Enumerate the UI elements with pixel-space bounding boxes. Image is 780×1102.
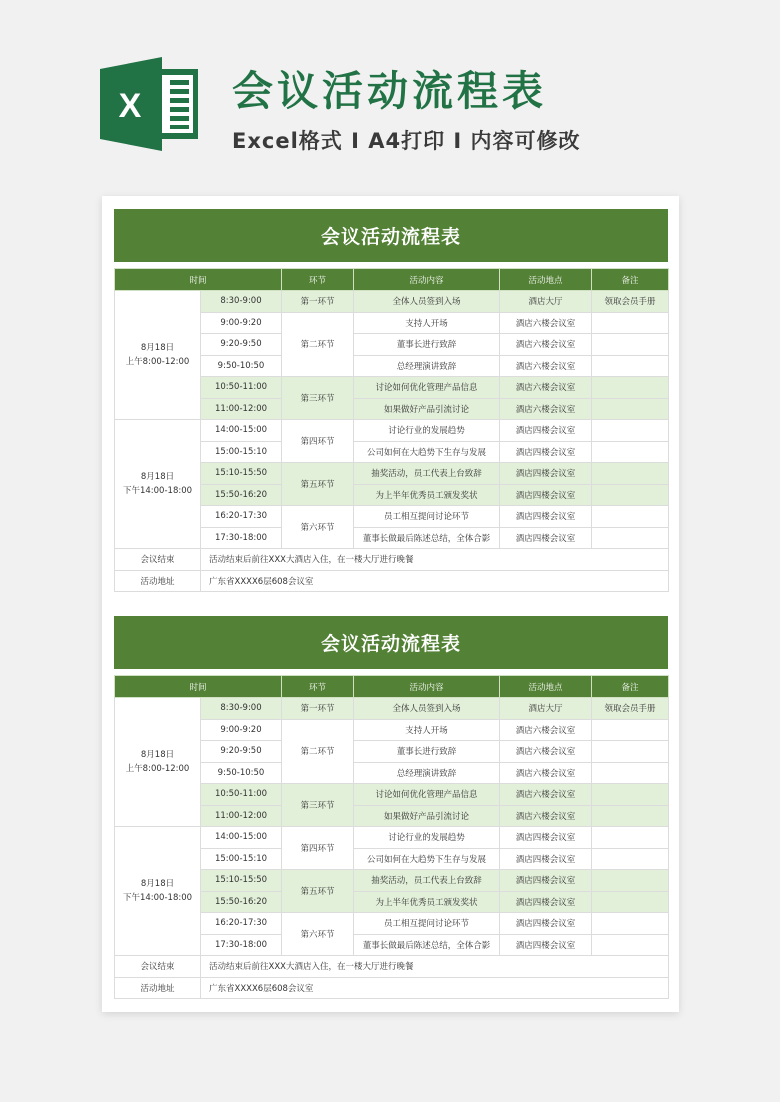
location-cell: 酒店四楼会议室 — [500, 870, 592, 892]
content-cell: 如果做好产品引流讨论 — [354, 398, 500, 420]
content-cell: 抽奖活动，员工代表上台致辞 — [354, 463, 500, 485]
location-cell: 酒店六楼会议室 — [500, 762, 592, 784]
time-cell: 16:20-17:30 — [201, 913, 282, 935]
time-cell: 15:10-15:50 — [201, 463, 282, 485]
content-cell: 董事长进行致辞 — [354, 334, 500, 356]
location-cell: 酒店四楼会议室 — [500, 463, 592, 485]
header-location: 活动地点 — [500, 269, 592, 291]
stage-cell: 第六环节 — [282, 913, 354, 956]
location-cell: 酒店大厅 — [500, 698, 592, 720]
location-cell: 酒店六楼会议室 — [500, 312, 592, 334]
location-cell: 酒店四楼会议室 — [500, 527, 592, 549]
schedule-table — [114, 675, 669, 999]
location-cell: 酒店四楼会议室 — [500, 506, 592, 528]
content-cell: 抽奖活动，员工代表上台致辞 — [354, 870, 500, 892]
header-time: 时间 — [115, 676, 282, 698]
location-cell: 酒店四楼会议室 — [500, 848, 592, 870]
time-cell: 15:00-15:10 — [201, 441, 282, 463]
location-cell: 酒店四楼会议室 — [500, 484, 592, 506]
header-content: 活动内容 — [354, 676, 500, 698]
location-cell: 酒店四楼会议室 — [500, 420, 592, 442]
note-cell — [592, 934, 669, 956]
content-cell: 支持人开场 — [354, 312, 500, 334]
stage-cell: 第三环节 — [282, 377, 354, 420]
location-cell: 酒店四楼会议室 — [500, 441, 592, 463]
content-cell: 为上半年优秀员工颁发奖状 — [354, 891, 500, 913]
footer-value: 活动结束后前往XXX大酒店入住，在一楼大厅进行晚餐 — [201, 549, 669, 571]
afternoon-session-cell: 8月18日 下午14:00-18:00 — [115, 827, 201, 956]
stage-cell: 第二环节 — [282, 719, 354, 784]
time-cell: 16:20-17:30 — [201, 506, 282, 528]
note-cell — [592, 762, 669, 784]
stage-cell: 第二环节 — [282, 312, 354, 377]
location-cell: 酒店六楼会议室 — [500, 377, 592, 399]
stage-cell: 第一环节 — [282, 698, 354, 720]
note-cell — [592, 870, 669, 892]
stage-cell: 第五环节 — [282, 463, 354, 506]
time-cell: 17:30-18:00 — [201, 527, 282, 549]
location-cell: 酒店六楼会议室 — [500, 334, 592, 356]
note-cell — [592, 891, 669, 913]
schedule-sheet-2 — [114, 616, 668, 999]
content-cell: 为上半年优秀员工颁发奖状 — [354, 484, 500, 506]
excel-logo-icon — [100, 57, 200, 151]
table-row — [115, 827, 669, 849]
location-cell: 酒店六楼会议室 — [500, 719, 592, 741]
content-cell: 总经理演讲致辞 — [354, 762, 500, 784]
note-cell — [592, 377, 669, 399]
svg-text:X: X — [118, 87, 142, 125]
stage-cell: 第四环节 — [282, 827, 354, 870]
location-cell: 酒店六楼会议室 — [500, 398, 592, 420]
time-cell: 9:50-10:50 — [201, 355, 282, 377]
content-cell: 公司如何在大趋势下生存与发展 — [354, 848, 500, 870]
content-cell: 公司如何在大趋势下生存与发展 — [354, 441, 500, 463]
content-cell: 董事长进行致辞 — [354, 741, 500, 763]
location-cell: 酒店六楼会议室 — [500, 355, 592, 377]
content-cell: 讨论行业的发展趋势 — [354, 827, 500, 849]
note-cell — [592, 355, 669, 377]
sheet-title: 会议活动流程表 — [114, 209, 668, 262]
time-cell: 10:50-11:00 — [201, 784, 282, 806]
location-cell: 酒店四楼会议室 — [500, 827, 592, 849]
note-cell — [592, 334, 669, 356]
footer-row-end — [115, 956, 669, 978]
content-cell: 支持人开场 — [354, 719, 500, 741]
location-cell: 酒店四楼会议室 — [500, 891, 592, 913]
note-cell — [592, 848, 669, 870]
note-cell — [592, 484, 669, 506]
note-cell: 领取会员手册 — [592, 698, 669, 720]
note-cell — [592, 441, 669, 463]
location-cell: 酒店六楼会议室 — [500, 741, 592, 763]
note-cell: 领取会员手册 — [592, 291, 669, 313]
table-row — [115, 420, 669, 442]
note-cell — [592, 805, 669, 827]
time-cell: 9:20-9:50 — [201, 334, 282, 356]
header-stage: 环节 — [282, 676, 354, 698]
content-cell: 讨论如何优化管理产品信息 — [354, 784, 500, 806]
header-time: 时间 — [115, 269, 282, 291]
stage-cell: 第五环节 — [282, 870, 354, 913]
stage-cell: 第四环节 — [282, 420, 354, 463]
location-cell: 酒店六楼会议室 — [500, 784, 592, 806]
time-cell: 8:30-9:00 — [201, 698, 282, 720]
content-cell: 全体人员签到入场 — [354, 291, 500, 313]
footer-label: 会议结束 — [115, 549, 201, 571]
schedule-table — [114, 268, 669, 592]
time-cell: 10:50-11:00 — [201, 377, 282, 399]
note-cell — [592, 719, 669, 741]
sheet-title: 会议活动流程表 — [114, 616, 668, 669]
time-cell: 11:00-12:00 — [201, 805, 282, 827]
footer-value: 活动结束后前往XXX大酒店入住，在一楼大厅进行晚餐 — [201, 956, 669, 978]
note-cell — [592, 312, 669, 334]
content-cell: 董事长做最后陈述总结，全体合影 — [354, 934, 500, 956]
location-cell: 酒店大厅 — [500, 291, 592, 313]
stage-cell: 第六环节 — [282, 506, 354, 549]
content-cell: 员工相互提问讨论环节 — [354, 506, 500, 528]
note-cell — [592, 913, 669, 935]
time-cell: 17:30-18:00 — [201, 934, 282, 956]
table-row — [115, 698, 669, 720]
stage-cell: 第三环节 — [282, 784, 354, 827]
footer-row-end — [115, 549, 669, 571]
note-cell — [592, 506, 669, 528]
footer-label: 会议结束 — [115, 956, 201, 978]
afternoon-session-cell: 8月18日 下午14:00-18:00 — [115, 420, 201, 549]
morning-session-cell: 8月18日 上午8:00-12:00 — [115, 291, 201, 420]
header-content: 活动内容 — [354, 269, 500, 291]
footer-value: 广东省XXXX6层608会议室 — [201, 977, 669, 999]
header-note: 备注 — [592, 269, 669, 291]
time-cell: 15:10-15:50 — [201, 870, 282, 892]
note-cell — [592, 827, 669, 849]
hero-banner — [0, 0, 780, 180]
time-cell: 9:50-10:50 — [201, 762, 282, 784]
content-cell: 全体人员签到入场 — [354, 698, 500, 720]
note-cell — [592, 741, 669, 763]
location-cell: 酒店四楼会议室 — [500, 913, 592, 935]
location-cell: 酒店四楼会议室 — [500, 934, 592, 956]
time-cell: 15:50-16:20 — [201, 891, 282, 913]
table-header-row — [115, 269, 669, 291]
time-cell: 9:00-9:20 — [201, 719, 282, 741]
time-cell: 15:00-15:10 — [201, 848, 282, 870]
header-note: 备注 — [592, 676, 669, 698]
content-cell: 员工相互提问讨论环节 — [354, 913, 500, 935]
content-cell: 如果做好产品引流讨论 — [354, 805, 500, 827]
note-cell — [592, 420, 669, 442]
morning-session-cell: 8月18日 上午8:00-12:00 — [115, 698, 201, 827]
time-cell: 9:00-9:20 — [201, 312, 282, 334]
footer-row-address — [115, 977, 669, 999]
content-cell: 总经理演讲致辞 — [354, 355, 500, 377]
header-location: 活动地点 — [500, 676, 592, 698]
note-cell — [592, 398, 669, 420]
note-cell — [592, 784, 669, 806]
footer-label: 活动地址 — [115, 977, 201, 999]
schedule-sheet-1 — [114, 209, 668, 592]
time-cell: 9:20-9:50 — [201, 741, 282, 763]
footer-value: 广东省XXXX6层608会议室 — [201, 570, 669, 592]
note-cell — [592, 463, 669, 485]
note-cell — [592, 527, 669, 549]
table-header-row — [115, 676, 669, 698]
hero-title: 会议活动流程表 — [232, 67, 547, 115]
footer-row-address — [115, 570, 669, 592]
table-row — [115, 291, 669, 313]
document-card — [102, 196, 679, 1012]
time-cell: 14:00-15:00 — [201, 420, 282, 442]
hero-subtitle: Excel格式 I A4打印 I 内容可修改 — [232, 129, 581, 153]
stage-cell: 第一环节 — [282, 291, 354, 313]
content-cell: 讨论行业的发展趋势 — [354, 420, 500, 442]
time-cell: 8:30-9:00 — [201, 291, 282, 313]
time-cell: 11:00-12:00 — [201, 398, 282, 420]
time-cell: 14:00-15:00 — [201, 827, 282, 849]
location-cell: 酒店六楼会议室 — [500, 805, 592, 827]
time-cell: 15:50-16:20 — [201, 484, 282, 506]
header-stage: 环节 — [282, 269, 354, 291]
footer-label: 活动地址 — [115, 570, 201, 592]
content-cell: 董事长做最后陈述总结，全体合影 — [354, 527, 500, 549]
content-cell: 讨论如何优化管理产品信息 — [354, 377, 500, 399]
